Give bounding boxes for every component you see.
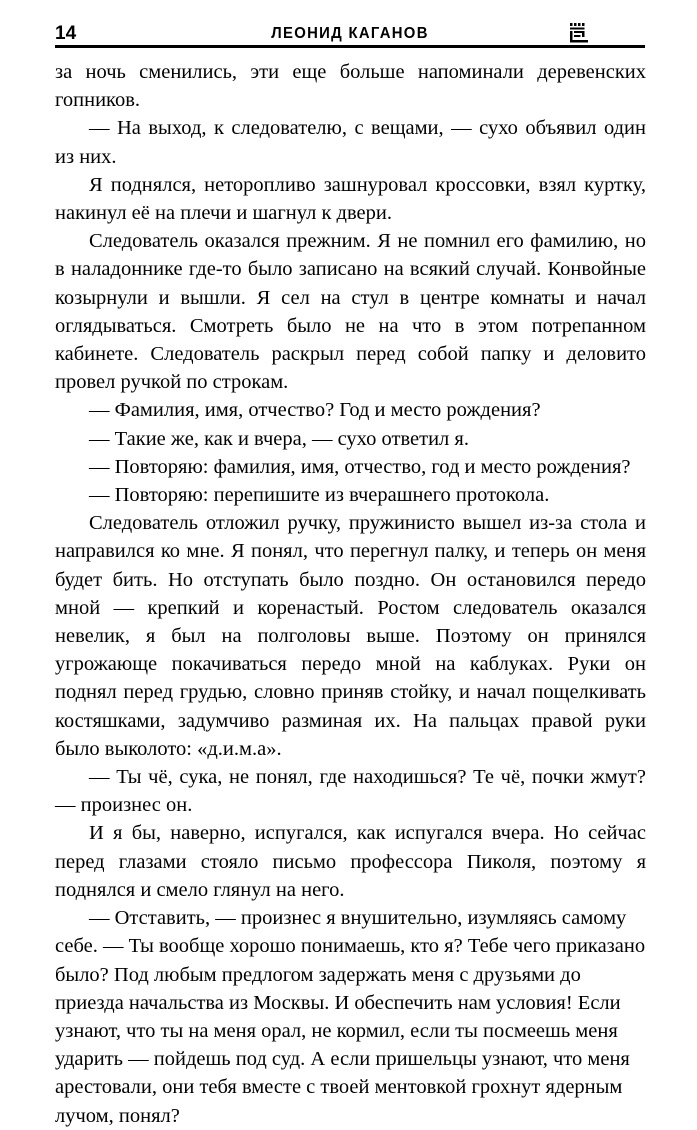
publisher-colophon-icon <box>569 22 589 44</box>
paragraph: Следователь отложил ручку, пружинисто вышел из-за стола и направился ко мне. Я понял, что перегнул палку, и теперь он меня будет бить. Но отступать было поздно. Он остановился передо мной — крепкий и коренастый. Ростом следователь оказался невелик, я был на полголовы выше. Поэтому он принялся угрожающе покачиваться передо мной на каблуках. Руки он поднял перед грудью, словно приняв стойку, и начал пощелкивать костяшками, задумчиво разминая их. На пальцах правой руки было выколото: «д.и.м.а». <box>55 512 646 760</box>
paragraph: Следователь оказался прежним. Я не помнил его фамилию, но в наладоннике где-то было записано на всякий случай. Конвойные козырнули и вышли. Я сел на стул в центре комнаты и начал оглядываться. Смотреть было не на что в этом потрепанном кабинете. Следователь раскрыл перед собой папку и деловито провел ручкой по строкам. <box>55 230 646 394</box>
running-title: ЛЕОНИД КАГАНОВ <box>271 25 429 42</box>
paragraph: Я поднялся, неторопливо зашнуровал кроссовки, взял куртку, накинул её на плечи и шагнул к двери. <box>55 173 646 225</box>
paragraph: — Отставить, — произнес я внушительно, изумляясь самому себе. — Ты вообще хорошо понимаешь, кто я? Тебе чего приказано было? Под любым предлогом задержать меня с друзьями до приезда начальства из Москвы. И обеспечить нам условия! Если узнают, что ты на меня орал, не кормил, если ты посмеешь меня ударить — пойдешь под суд. А если пришельцы узнают, что меня арестовали, они тебя вместе с твоей ментовкой грохнут ядерным лучом, понял? <box>55 907 646 1127</box>
paragraph: — Фамилия, имя, отчество? Год и место рождения? <box>89 399 541 422</box>
paragraph: — На выход, к следователю, с вещами, — сухо объявил один из них. <box>55 117 646 168</box>
paragraph: — Повторяю: перепишите из вчерашнего протокола. <box>89 484 550 507</box>
running-head <box>55 18 645 48</box>
paragraph: — Ты чё, сука, не понял, где находишься? Те чё, почки жмут? — произнес он. <box>55 766 646 817</box>
paragraph: — Такие же, как и вчера, — сухо ответил я. <box>89 427 469 450</box>
body-text <box>55 58 646 1130</box>
paragraph: — Повторяю: фамилия, имя, отчество, год и место рождения? <box>89 455 631 478</box>
paragraph: И я бы, наверно, испугался, как испугался вчера. Но сейчас перед глазами стояло письмо профессора Пиколя, поэтому я поднялся и смело глянул на него. <box>55 822 646 901</box>
paragraph: за ночь сменились, эти еще больше напоминали деревенских гопников. <box>55 61 646 112</box>
page-number: 14 <box>55 23 77 44</box>
